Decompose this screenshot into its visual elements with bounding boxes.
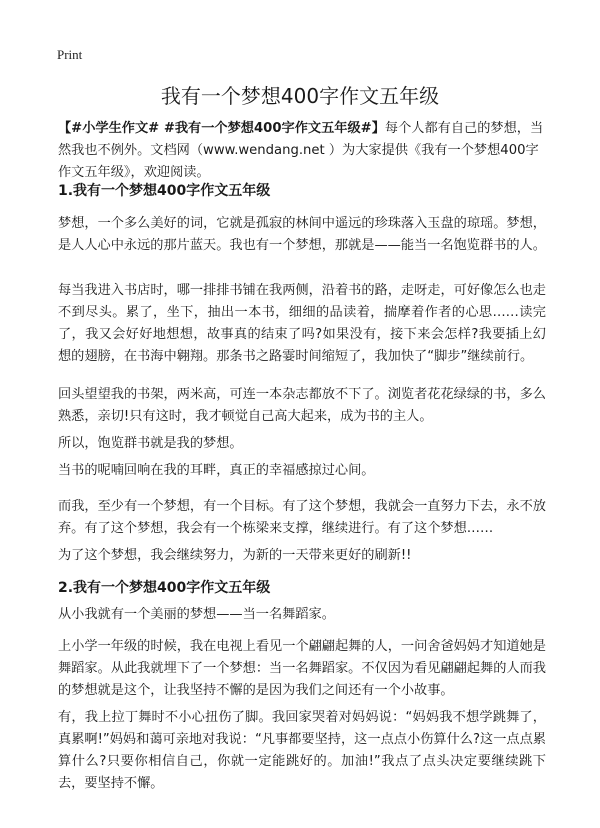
page-title: 我有一个梦想400字作文五年级	[160, 84, 440, 108]
section-1-heading: 1.我有一个梦想400字作文五年级	[58, 183, 271, 199]
section-2-paragraph-2: 上小学一年级的时候，我在电视上看见一个翩翩起舞的人，一问舍爸妈妈才知道她是舞蹈家。从此我就埋下了一个梦想：当一名舞蹈家。不仅因为看见翩翩起舞的人而我的梦想就是这个，让我坚持不懈的是因为我们之间还有一个小故事。	[58, 639, 546, 698]
intro-paragraph	[58, 118, 546, 184]
section-1-paragraph-2: 每当我进入书店时，哪一排排书铺在我两侧，沿着书的路，走呀走，可好像怎么也走不到尽头。累了，坐下，抽出一本书，细细的品读着，揣摩着作者的心思……读完了，我又会好好地想想，故事真的结束了吗?如果没有，接下来会怎样?我要插上幻想的翅膀，在书海中翱翔。那条书之路霎时间缩短了，我加快了“脚步”继续前行。	[58, 283, 546, 364]
intro-text: 每个人都有自己的梦想，当然我也不例外。文档网（www.wendang.net ）为大家提供《我有一个梦想400字作文五年级》，欢迎阅读。	[58, 121, 544, 180]
section-2-paragraph-3: 有，我上拉丁舞时不小心扭伤了脚。我回家哭着对妈妈说：“妈妈我不想学跳舞了，真累啊!”妈妈和蔼可亲地对我说：“凡事都要坚持，这一点点小伤算什么?这一点点累算什么?只要你相信自己，你就一定能跳好的。加油!”我点了点头决定要继续跳下去，要坚持不懈。	[58, 710, 546, 791]
section-1-paragraph-5: 当书的呢喃回响在我的耳畔，真正的幸福感掠过心间。	[58, 463, 375, 478]
print-link[interactable]: Print	[57, 47, 83, 62]
section-1-paragraph-7: 为了这个梦想，我会继续努力，为新的一天带来更好的刷新!!	[58, 548, 412, 563]
section-2-heading: 2.我有一个梦想400字作文五年级	[58, 580, 271, 596]
section-2-paragraph-1: 从小我就有一个美丽的梦想——当一名舞蹈家。	[58, 607, 335, 622]
section-1-paragraph-4: 所以，饱览群书就是我的梦想。	[58, 436, 243, 451]
section-1-paragraph-3: 回头望望我的书架，两米高，可连一本杂志都放不下了。浏览者花花绿绿的书，多么熟悉，亲切!只有这时，我才顿觉自己高大起来，成为书的主人。	[58, 387, 546, 424]
intro-tags: 【#小学生作文# #我有一个梦想400字作文五年级#】	[58, 121, 385, 136]
section-1-paragraph-6: 而我，至少有一个梦想，有一个目标。有了这个梦想，我就会一直努力下去，永不放弃。有了这个梦想，我会有一个栋梁来支撑，继续进行。有了这个梦想……	[58, 499, 546, 536]
section-1-paragraph-1: 梦想，一个多么美好的词，它就是孤寂的林间中遥远的珍珠落入玉盘的琼瑶。梦想，是人人心中永远的那片蓝天。我也有一个梦想，那就是——能当一名饱览群书的人。	[58, 216, 546, 253]
